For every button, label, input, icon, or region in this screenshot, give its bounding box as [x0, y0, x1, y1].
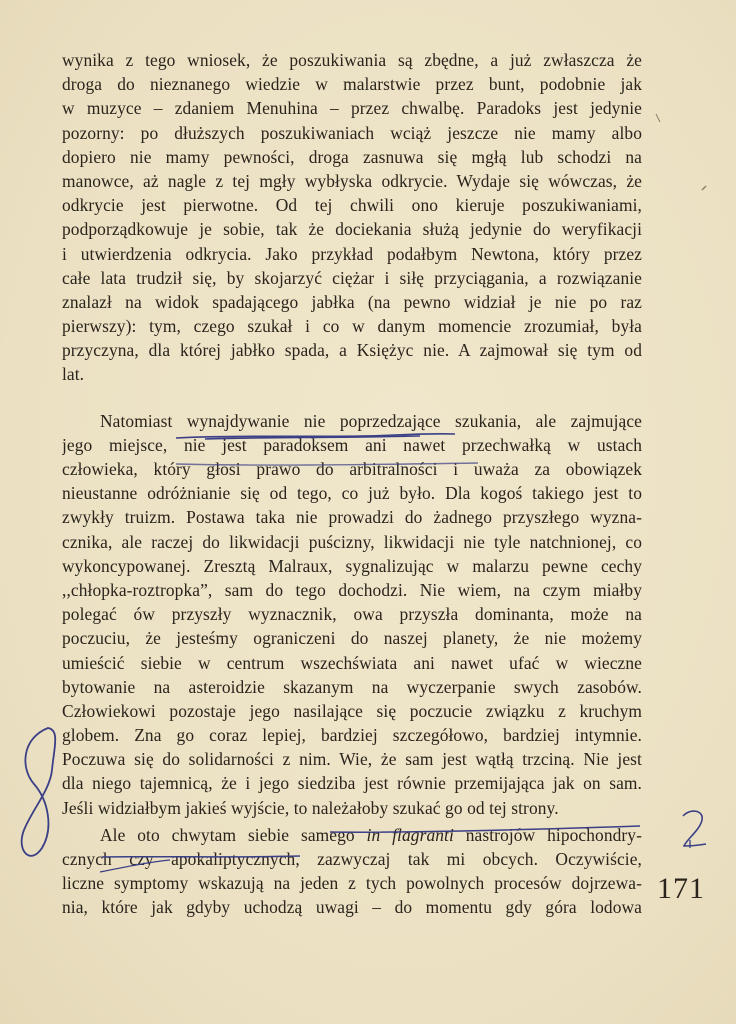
text-line: pierwszy): tym, czego szukał i co w danym momencie zrozumiał, była — [62, 316, 642, 337]
text-line: wykoncypowanej. Zresztą Malraux, sygnalizując w malarzu pewne cechy — [62, 555, 642, 576]
text-line: nia, które jak gdyby uchodzą uwagi – do momentu gdy góra lodowa — [62, 897, 642, 918]
text-line: ,,chłopka-roztropka”, sam do tego dochodzi. Nie wiem, na czym miałby — [62, 579, 642, 600]
text-line: bytowanie na asteroidzie skazanym na wyczerpanie swych zasobów. — [62, 676, 642, 697]
text-line: lat. — [62, 364, 85, 385]
text-line: cznika, ale raczej do likwidacji puścizny, likwidacji nie tyle natchnionej, co — [62, 531, 642, 552]
text-fragment: nastrojów hipochondry- — [453, 824, 642, 845]
text-line: Jeśli widziałbym jakieś wyjście, to należałoby szukać go od tej strony. — [62, 797, 559, 818]
text-line: całe lata trudził się, by skojarzyć ciężar i siłę przyciągania, a rozwiązanie — [62, 267, 642, 288]
pencil-mark — [656, 114, 660, 122]
pen-margin-mark — [683, 811, 706, 846]
text-line: liczne symptomy wskazują na jeden z tych powolnych procesów dojrzewa- — [62, 873, 642, 894]
text-line: znalazł na widok spadającego jabłka (na pewno widział je nie po raz — [62, 291, 642, 312]
text-line: pozorny: po dłuższych poszukiwaniach wciąż jeszcze nie mamy albo — [62, 122, 642, 143]
text-line: cznych czy apokaliptycznych, zazwyczaj tak mi obcych. Oczywiście, — [62, 849, 642, 869]
pen-margin-mark — [22, 728, 56, 856]
text-line: Poczuwa się do solidarności z nim. Wie, że sam jest wątłą trzciną. Nie jest — [62, 749, 642, 770]
text-line: globem. Zna go coraz lepiej, bardziej szczegółowo, bardziej intymnie. — [62, 725, 642, 746]
pen-underline — [102, 856, 300, 857]
pen-underline — [100, 860, 170, 872]
text-line: droga do nieznanego wiedzie w malarstwie przez bunt, podobnie jak — [62, 74, 642, 95]
text-line: poczuciu, że jesteśmy ograniczeni do naszej planety, że nie możemy — [62, 628, 642, 649]
text-line: odkrycie jest pierwotne. Od tej chwili ono kieruje poszukiwaniami, — [62, 195, 642, 216]
text-fragment: Ale oto chwytam siebie samego — [100, 824, 367, 845]
text-line: umieścić siebie w centrum wszechświata ani nawet ufać w wieczne — [62, 652, 642, 673]
text-line: zwykły truizm. Postawa taka nie prowadzi do żadnego przyszłego wyzna- — [62, 507, 642, 528]
text-line: dla niego tajemnicą, że i jego siedziba jest równie przemijająca jak on sam. — [62, 773, 642, 794]
pen-underline — [330, 826, 640, 832]
page-number: 171 — [657, 872, 705, 905]
text-line: i utwierdzenia odkrycia. Jako przykład podałbym Newtona, który przez — [62, 243, 642, 264]
text-line: przyczyna, dla której jabłko spada, a Księżyc nie. A zajmował się tym od — [62, 340, 642, 361]
text-line: Natomiast wynajdywanie nie poprzedzające szukania, ale zajmujące — [100, 410, 642, 431]
text-line: wynika z tego wniosek, że poszukiwania są zbędne, a już zwłaszcza że — [62, 50, 642, 70]
text-line: Człowiekowi pozostaje jego nasilające się poczucie związku z kruchym — [62, 700, 642, 721]
pencil-mark — [702, 186, 706, 190]
text-line: jego miejsce, nie jest paradoksem ani nawet przechwałką w ustach — [62, 434, 642, 455]
text-line: dopiero nie mamy pewności, droga zasnuwa się mgłą lub schodzi na — [62, 146, 642, 167]
text-line: polegać ów przyszły wyznacznik, owa przyszła dominanta, może na — [62, 604, 642, 625]
text-line: w muzyce – zdaniem Menuhina – przez chwalbę. Paradoks jest jedynie — [62, 98, 642, 119]
text-line: człowieka, który głosi prawo do arbitralności i uważa za obowiązek — [62, 459, 642, 479]
text-line: nieustanne odróżnianie się od tego, co już było. Dla kogoś takiego jest to — [62, 483, 642, 504]
text-line: manowce, aż nagle z tej mgły wybłyska odkrycie. Wydaje się wówczas, że — [62, 170, 642, 191]
pen-underline — [176, 463, 478, 465]
text-line: podporządkowuje je sobie, tak że dociekania służą jedynie do weryfikacji — [62, 219, 642, 240]
italic-phrase: in flagranti — [366, 824, 454, 845]
